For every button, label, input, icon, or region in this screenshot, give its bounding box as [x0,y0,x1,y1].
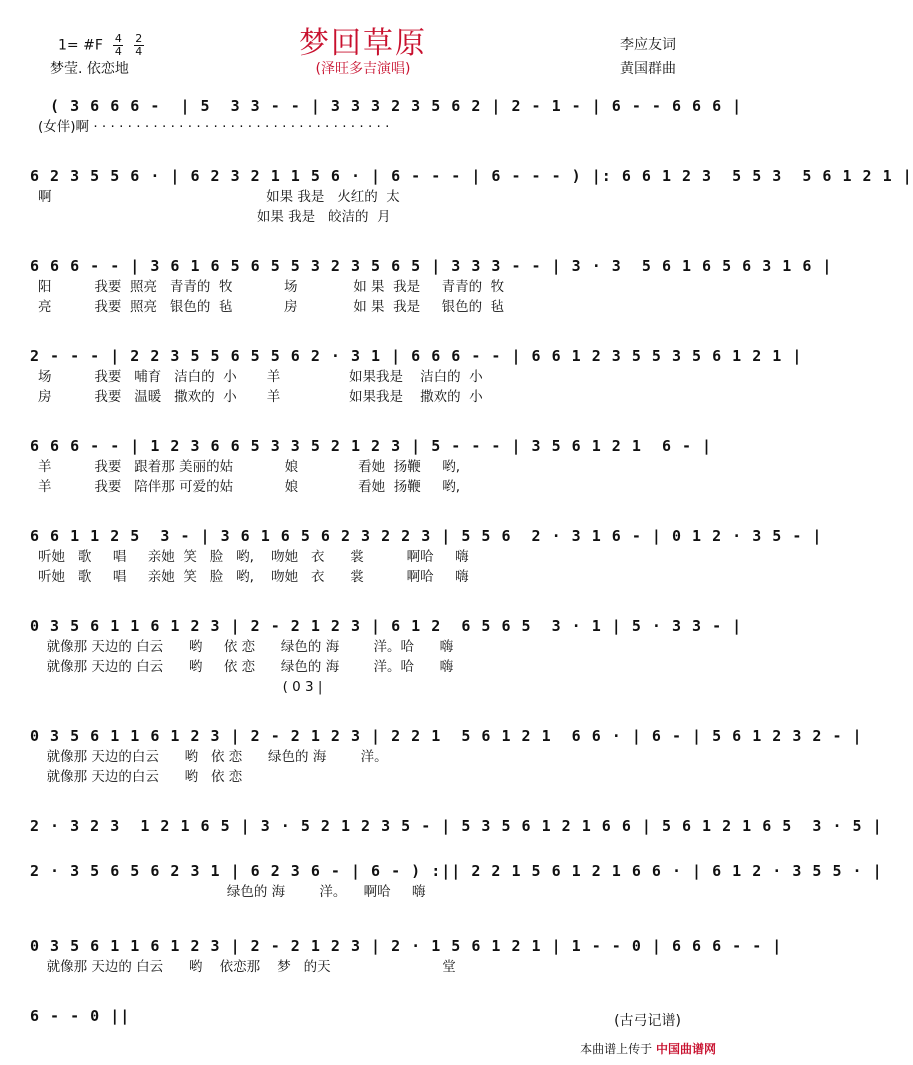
score-row [30,860,883,902]
lyric-line: 就像那 天边的 白云 哟 依 恋 绿色的 海 洋。哈 嗨 [38,659,454,675]
time-a-bottom: 4 [114,45,122,58]
notation-line: 6 6 1 1 2 5 3 - | 3 6 1 6 5 6 2 3 2 2 3 | 5 5 6 2 · 3 1 6 - | 0 1 2 · 3 5 - | [30,527,823,545]
notation-line: 6 6 6 - - | 3 6 1 6 5 6 5 5 3 2 3 5 6 5 | 3 3 3 - - | 3 · 3 5 6 1 6 5 6 3 1 6 | [30,257,833,275]
notation-line: 6 2 3 5 5 6 · | 6 2 3 2 1 1 5 6 · | 6 - - - | 6 - - - ) |: 6 6 1 2 3 5 5 3 5 6 1 2 1 | [30,167,913,185]
upload-prefix: 本曲谱上传于 [580,1042,653,1056]
lyric-line: 就像那 天边的白云 哟 依 恋 [38,769,243,785]
composer-credit: 黄国群曲 [620,61,676,77]
lyric-line: 听她 歌 唱 亲她 笑 脸 哟, 吻她 衣 裳 啊哈 嗨 [38,569,469,585]
lyric-line: 如果 我是 皎洁的 月 [38,209,391,225]
time-b-bottom: 4 [135,45,143,58]
key-text: 1= #F [58,37,103,54]
lyric-line: 羊 我要 跟着那 美丽的姑 娘 看她 扬鞭 哟, [38,459,460,475]
song-title: 梦回草原 [299,26,427,61]
time-b-top: 2 [135,32,143,45]
lyric-line: 阳 我要 照亮 青青的 牧 场 如 果 我是 青青的 牧 [38,279,505,295]
lyric-line: 亮 我要 照亮 银色的 毡 房 如 果 我是 银色的 毡 [38,299,505,315]
lyric-line: 就像那 天边的 白云 哟 依恋那 梦 的天 堂 [38,959,456,975]
notation-line: 0 3 5 6 1 1 6 1 2 3 | 2 - 2 1 2 3 | 2 2 1 5 6 1 2 1 6 6 · | 6 - | 5 6 1 2 3 2 - | [30,727,863,745]
lyric-line: 绿色的 海 洋。 啊哈 嗨 [38,884,426,900]
lyric-line: 啊 如果 我是 火红的 太 [38,189,400,205]
lyric-line: 就像那 天边的白云 哟 依 恋 绿色的 海 洋。 [38,749,388,765]
notation-line: 0 3 5 6 1 1 6 1 2 3 | 2 - 2 1 2 3 | 2 · 1 5 6 1 2 1 | 1 - - 0 | 6 6 6 - - | [30,937,783,955]
notation-line: 6 - - 0 || [30,1007,131,1025]
score-row [30,615,743,697]
key-signature [58,34,144,57]
notation-line: 2 · 3 5 6 5 6 2 3 1 | 6 2 3 6 - | 6 - ) :|| 2 2 1 5 6 1 2 1 6 6 · | 6 1 2 · 3 5 5 · | [30,862,883,880]
lyric-line: (女伴)啊 · · · · · · · · · · · · · · · · · · · · · · · · · · · · · · · · · · · [38,119,390,135]
notation-line: 6 6 6 - - | 1 2 3 6 6 5 3 3 5 2 1 2 3 | 5 - - - | 3 5 6 1 2 1 6 - | [30,437,713,455]
score-row [30,435,713,497]
notation-line: ( 3 6 6 6 - | 5 3 3 - - | 3 3 3 2 3 5 6 2 | 2 - 1 - | 6 - - 6 6 6 | [30,97,743,115]
score-row [30,525,823,587]
upload-source [580,1040,716,1057]
lyric-line: 就像那 天边的 白云 哟 依 恋 绿色的 海 洋。哈 嗨 [38,639,454,655]
lyric-line: 听她 歌 唱 亲她 笑 脸 哟, 吻她 衣 裳 啊哈 嗨 [38,549,469,565]
notation-line: 0 3 5 6 1 1 6 1 2 3 | 2 - 2 1 2 3 | 6 1 2 6 5 6 5 3 · 1 | 5 · 3 3 - | [30,617,743,635]
lyricist-credit: 李应友词 [620,37,676,53]
score-row [30,725,863,787]
lyric-line: 房 我要 温暖 撒欢的 小 羊 如果我是 撒欢的 小 [38,389,483,405]
time-signature-4-4 [113,34,123,57]
performance-note: 梦莹. 依恋地 [50,61,129,77]
score-row [30,95,743,137]
score-row [30,345,803,407]
upload-site: 中国曲谱网 [655,1042,716,1056]
score-row [30,165,913,227]
score-row [30,815,883,837]
score-row [30,935,783,977]
time-signature-2-4 [134,34,144,57]
score-row [30,1005,700,1027]
notation-line: 2 · 3 2 3 1 2 1 6 5 | 3 · 5 2 1 2 3 5 - | 5 3 5 6 1 2 1 6 6 | 5 6 1 2 1 6 5 3 · 5 | [30,817,883,835]
score-row [30,255,833,317]
transcriber-credit: (古弓记谱) [614,1013,681,1029]
lyric-line: 羊 我要 陪伴那 可爱的姑 娘 看她 扬鞭 哟, [38,479,460,495]
time-a-top: 4 [114,32,122,45]
song-subtitle: (泽旺多吉演唱) [315,61,411,77]
notation-line: 2 - - - | 2 2 3 5 5 6 5 5 6 2 · 3 1 | 6 6 6 - - | 6 6 1 2 3 5 5 3 5 6 1 2 1 | [30,347,803,365]
lyric-line: ( 0 3 | [38,679,323,695]
lyric-line: 场 我要 哺育 洁白的 小 羊 如果我是 洁白的 小 [38,369,483,385]
